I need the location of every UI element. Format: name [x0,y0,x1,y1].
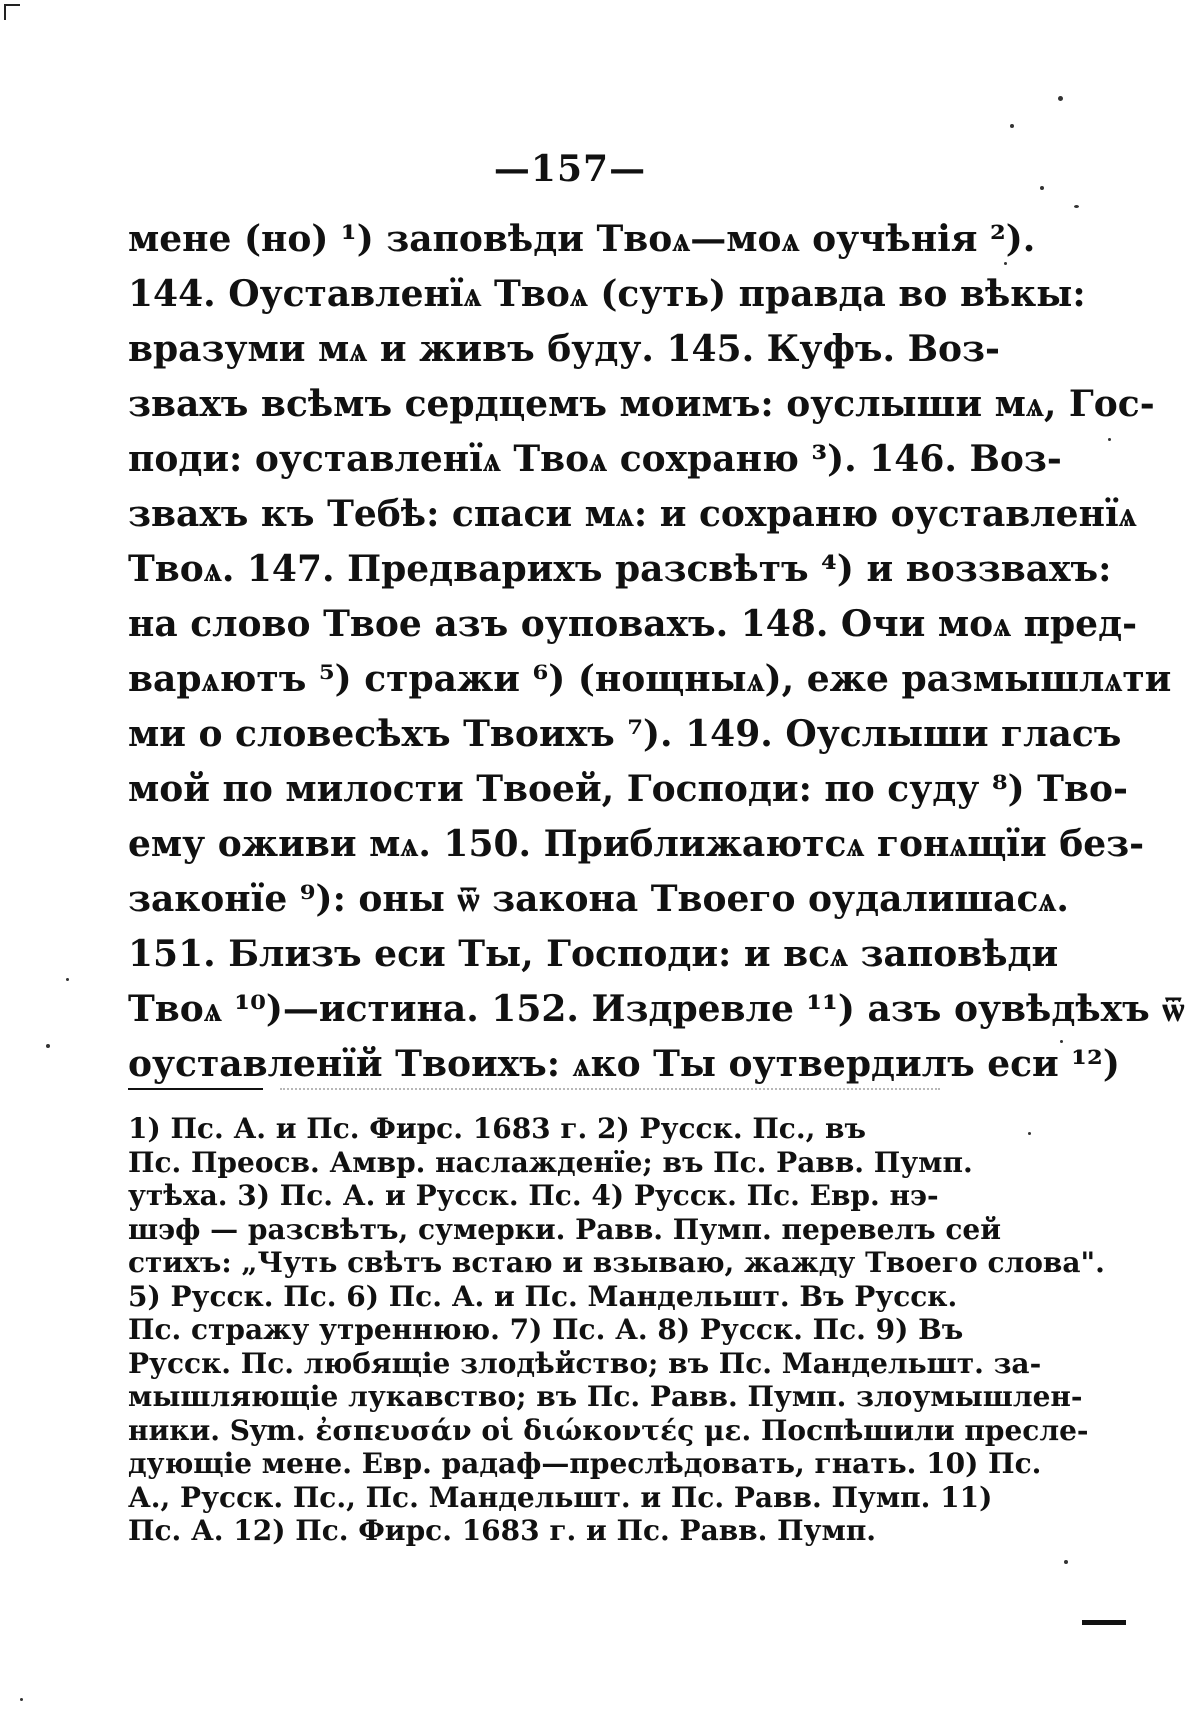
footnote-line: шэф — разсвѣтъ, сумерки. Равв. Пумп. перевелъ сей [128,1212,1002,1246]
scan-speck [20,1698,23,1701]
scan-speck [46,1044,50,1048]
text-line: мене (но) ¹) заповѣди Твоѧ—моѧ оучѣнія ²). [128,218,1036,260]
footnote-line: Русск. Пс. любящіе злодѣйство; въ Пс. Мандельшт. за- [128,1346,1042,1380]
page-number: —157— [493,148,647,190]
main-text [128,212,1185,1092]
text-line: ему оживи мѧ. 150. Приближаютсѧ гонѧщїи без- [128,823,1145,865]
text-line: вразуми мѧ и живъ буду. 145. Куфъ. Воз- [128,328,1000,370]
scan-speck [1058,96,1063,101]
scan-speck [1108,438,1111,441]
footnote-line: Пс. Преосв. Амвр. наслажденїе; въ Пс. Равв. Пумп. [128,1145,973,1179]
footnote-line: утѣха. 3) Пс. А. и Русск. Пс. 4) Русск. Пс. Евр. нэ- [128,1179,939,1212]
footnote-line: 5) Русск. Пс. 6) Пс. А. и Пс. Мандельшт. Въ Русск. [128,1279,958,1313]
footnote-line: Пс. стражу утреннюю. 7) Пс. А. 8) Русск. Пс. 9) Въ [128,1313,964,1346]
page-corner-mark [4,4,20,20]
footnote-line: 1) Пс. А. и Пс. Фирс. 1683 г. 2) Русск. Пс., въ [128,1112,866,1145]
text-line: звахъ всѣмъ сердцемъ моимъ: оуслыши мѧ, Гос- [128,383,1155,425]
footnote-line: дующіе мене. Евр. радаф—преслѣдовать, гнать. 10) Пс. [128,1447,1042,1480]
footnote-separator [128,1088,263,1090]
footnote-line: ники. Sym. ἐσπευσάν οἱ διώκοντές με. Поспѣшили пресле- [128,1413,1089,1447]
text-line: Твоѧ ¹⁰)—истина. 152. Издревле ¹¹) азъ оувѣдѣхъ ѿ [128,988,1185,1030]
text-line: Твоѧ. 147. Предварихъ разсвѣтъ ⁴) и воззвахъ: [128,548,1112,590]
scan-speck [1004,262,1007,265]
text-line: законїе ⁹): оны ѿ закона Твоего оудалишасѧ. [128,878,1069,920]
scan-speck [1010,124,1014,128]
text-line: 151. Близъ еси Ты, Господи: и всѧ заповѣди [128,933,1059,975]
footnote-line: стихъ: „Чуть свѣтъ встаю и взываю, жажду Твоего слова". [128,1246,1105,1279]
scan-edge-mark [1082,1620,1126,1625]
footnotes [128,1112,1105,1548]
text-line: ми о словесѣхъ Твоихъ ⁷). 149. Оуслыши гласъ [128,713,1122,755]
scan-speck [1028,1132,1031,1135]
text-line: мой по милости Твоей, Господи: по суду ⁸) Тво- [128,768,1128,810]
text-line: варѧютъ ⁵) стражи ⁶) (нощныѧ), еже размышлѧти [128,658,1172,700]
scan-speck [1064,1560,1068,1564]
scan-speck [66,978,69,981]
footnote-line: А., Русск. Пс., Пс. Мандельшт. и Пс. Равв. Пумп. 11) [128,1480,993,1514]
footnote-line: мышляющіе лукавство; въ Пс. Равв. Пумп. злоумышлен- [128,1380,1083,1413]
text-line: оуставленїй Твоихъ: ѧко Ты оутвердилъ еси ¹²) [128,1043,1120,1085]
text-line: поди: оуставленїѧ Твоѧ сохраню ³). 146. Воз- [128,438,1062,480]
scan-speck [1060,1040,1063,1043]
scan-speck [1074,205,1079,208]
text-line: 144. Оуставленїѧ Твоѧ (суть) правда во вѣкы: [128,273,1086,315]
scan-speck [1040,186,1044,190]
footnote-line: Пс. А. 12) Пс. Фирс. 1683 г. и Пс. Равв. Пумп. [128,1514,877,1547]
separator-specks [280,1088,940,1110]
text-line: звахъ къ Тебѣ: спаси мѧ: и сохраню оуставленїѧ [128,493,1137,535]
text-line: на слово Твое азъ оуповахъ. 148. Очи моѧ пред- [128,603,1138,645]
